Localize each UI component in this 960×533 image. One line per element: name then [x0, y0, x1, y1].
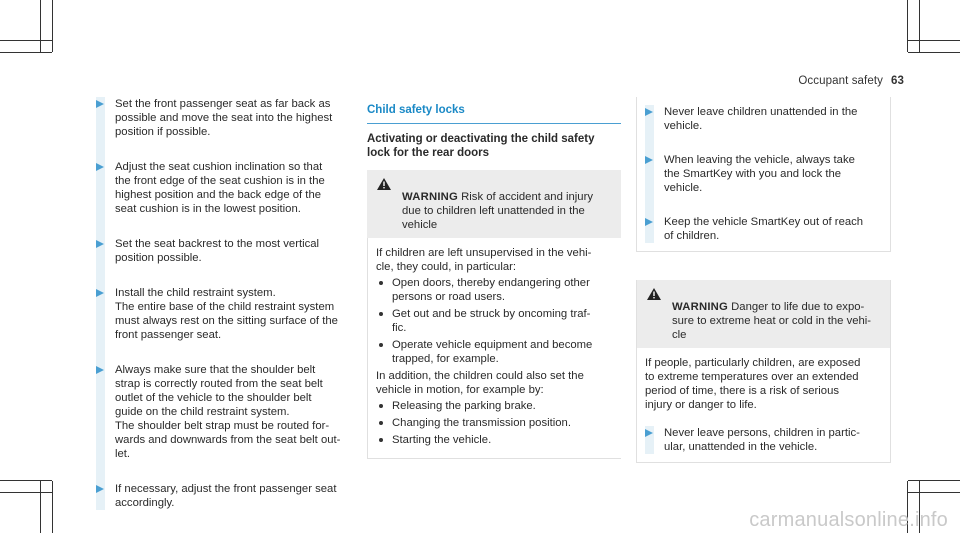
middle-column — [367, 101, 621, 459]
section-name: Occupant safety — [798, 75, 883, 87]
step-item — [645, 105, 882, 133]
crop-mark — [0, 480, 52, 481]
section-divider — [367, 123, 621, 124]
list-item: Open doors, thereby endangering other persons or road users. — [376, 276, 613, 304]
bullet-list — [376, 276, 613, 366]
crop-mark — [40, 0, 41, 52]
warning-box — [636, 280, 891, 463]
step-item — [645, 215, 882, 243]
arrow-right-icon — [645, 429, 653, 437]
step-text: Never leave children unattended in the vehicle. — [664, 106, 858, 132]
warning-text: Danger to life due to expo- sure to extreme heat or cold in the vehi- cle — [672, 301, 872, 341]
step-item — [96, 363, 346, 461]
warning-box — [367, 170, 621, 459]
warning-header — [367, 170, 621, 238]
right-column — [636, 97, 891, 463]
warning-body-text: If people, particularly children, are exposed to extreme temperatures over an extended period of time, there is a risk of serious injury or danger to life. — [645, 357, 861, 411]
arrow-right-icon — [645, 218, 653, 226]
arrow-right-icon — [96, 366, 104, 374]
warning-label: WARNING — [402, 191, 458, 203]
warning-icon — [647, 288, 661, 300]
steps-list — [645, 105, 882, 243]
step-item — [96, 237, 346, 265]
warning-label: WARNING — [672, 301, 728, 313]
step-text: Install the child restraint system. The entire base of the child restraint system must always rest on the sitting surface of the front passenger seat. — [115, 287, 338, 341]
crop-mark — [40, 481, 41, 533]
warning-body — [637, 348, 890, 462]
step-text: Always make sure that the shoulder belt strap is correctly routed from the seat belt outlet of the vehicle to the shoulder belt guide on the child restraint system. The shoulder belt strap must be routed for- wards and downwards from the seat belt out- let. — [115, 364, 341, 460]
step-item — [96, 160, 346, 216]
warning-body — [367, 238, 621, 458]
page-header — [798, 74, 904, 88]
step-item — [96, 482, 346, 510]
list-item: Changing the transmission position. — [376, 416, 613, 430]
step-text: Set the front passenger seat as far back as possible and move the seat into the highest position if possible. — [115, 98, 333, 138]
arrow-right-icon — [96, 100, 104, 108]
warning-header — [637, 280, 890, 348]
warning-addition: In addition, the children could also set the vehicle in motion, for example by: — [376, 370, 584, 396]
arrow-right-icon — [96, 289, 104, 297]
step-text: When leaving the vehicle, always take the SmartKey with you and lock the vehicle. — [664, 154, 855, 194]
list-item: Releasing the parking brake. — [376, 399, 613, 413]
warning-icon — [377, 178, 391, 190]
continued-warning-box — [636, 97, 891, 252]
crop-mark — [908, 492, 960, 493]
arrow-right-icon — [645, 156, 653, 164]
step-text: Never leave persons, children in partic- ular, unattended in the vehicle. — [664, 427, 860, 453]
steps-list — [645, 426, 882, 454]
step-item — [645, 153, 882, 195]
step-text: Set the seat backrest to the most vertical position possible. — [115, 238, 320, 264]
crop-mark — [908, 480, 960, 481]
crop-mark — [0, 40, 52, 41]
step-text: If necessary, adjust the front passenger seat accordingly. — [115, 483, 337, 509]
section-title: Child safety locks — [367, 104, 465, 116]
crop-mark — [0, 492, 52, 493]
sub-heading: Activating or deactivating the child safety lock for the rear doors — [367, 133, 595, 159]
arrow-right-icon — [96, 163, 104, 171]
step-item — [645, 426, 882, 454]
arrow-right-icon — [645, 108, 653, 116]
warning-intro: If children are left unsupervised in the vehi- cle, they could, in particular: — [376, 247, 592, 273]
crop-mark — [52, 481, 53, 533]
warning-text: Risk of accident and injury due to children left unattended in the vehicle — [402, 191, 594, 231]
left-column — [96, 97, 346, 510]
list-item: Operate vehicle equipment and become trapped, for example. — [376, 338, 613, 366]
list-item: Starting the vehicle. — [376, 433, 613, 447]
crop-mark — [0, 52, 52, 53]
crop-mark — [908, 52, 960, 53]
crop-mark — [908, 40, 960, 41]
arrow-right-icon — [96, 485, 104, 493]
bullet-list — [376, 399, 613, 447]
crop-mark — [52, 0, 53, 52]
page-number: 63 — [891, 75, 904, 87]
step-text: Adjust the seat cushion inclination so that the front edge of the seat cushion is in the highest position and the back edge of the seat cushion is in the lowest position. — [115, 161, 325, 215]
arrow-right-icon — [96, 240, 104, 248]
list-item: Get out and be struck by oncoming traf- fic. — [376, 307, 613, 335]
step-item — [96, 286, 346, 342]
step-text: Keep the vehicle SmartKey out of reach of children. — [664, 216, 864, 242]
watermark: carmanualsonline.info — [749, 509, 948, 531]
step-item — [96, 97, 346, 139]
crop-mark — [907, 0, 908, 52]
crop-mark — [919, 0, 920, 52]
steps-list — [96, 97, 346, 510]
